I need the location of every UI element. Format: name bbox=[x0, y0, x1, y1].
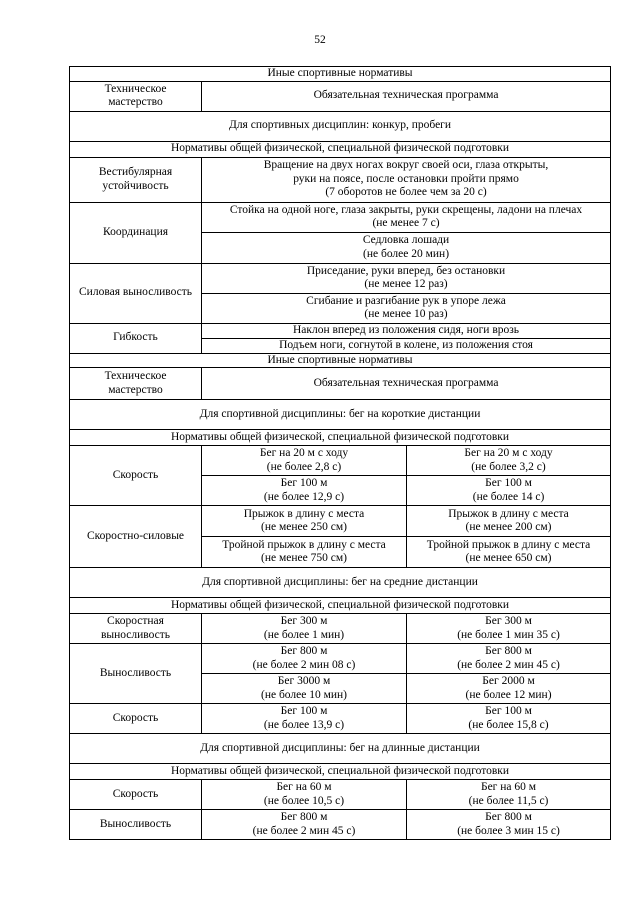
cell-text: Бег 100 м (не более 14 с) bbox=[472, 477, 545, 503]
table-row bbox=[70, 810, 611, 840]
cell-text: Прыжок в длину с места (не менее 200 см) bbox=[448, 507, 569, 533]
cell-text: Вестибулярная устойчивость bbox=[98, 166, 173, 192]
cell-text: Обязательная техническая программа bbox=[313, 89, 499, 102]
table-cell bbox=[70, 810, 202, 840]
cell-text: Бег на 20 м с ходу (не более 2,8 с) bbox=[259, 447, 349, 473]
standards-table-body bbox=[70, 67, 611, 840]
table-row bbox=[70, 734, 611, 764]
table-row bbox=[70, 446, 611, 476]
table-cell bbox=[70, 157, 202, 202]
cell-text: Скорость bbox=[112, 468, 159, 481]
table-cell bbox=[70, 644, 202, 704]
cell-text: Тройной прыжок в длину с места (не менее 750 см) bbox=[222, 538, 386, 564]
cell-text: Для спортивных дисциплин: конкур, пробеги bbox=[228, 119, 452, 132]
table-row bbox=[70, 506, 611, 537]
table-row bbox=[70, 568, 611, 598]
table-cell bbox=[407, 674, 611, 704]
cell-text: Вращение на двух ногах вокруг своей оси, глаза открыты, руки на поясе, после остановки пройти прямо (7 оборотов не более чем за 20 с) bbox=[263, 159, 549, 199]
table-cell bbox=[70, 734, 611, 764]
table-cell bbox=[202, 810, 407, 840]
cell-text: Бег 100 м (не более 15,8 с) bbox=[468, 705, 549, 731]
table-cell bbox=[407, 537, 611, 568]
cell-text: Бег на 60 м (не более 11,5 с) bbox=[468, 781, 549, 807]
table-row bbox=[70, 430, 611, 446]
table-cell bbox=[407, 704, 611, 734]
table-cell bbox=[202, 704, 407, 734]
table-cell bbox=[202, 157, 611, 202]
cell-text: Выносливость bbox=[99, 817, 172, 830]
table-row bbox=[70, 614, 611, 644]
table-cell bbox=[202, 338, 611, 353]
table-row bbox=[70, 368, 611, 400]
table-cell bbox=[202, 446, 407, 476]
table-row bbox=[70, 323, 611, 338]
cell-text: Обязательная техническая программа bbox=[313, 376, 499, 389]
table-cell bbox=[202, 674, 407, 704]
table-cell bbox=[202, 202, 611, 232]
table-cell bbox=[202, 537, 407, 568]
table-row bbox=[70, 598, 611, 614]
cell-text: Бег 300 м (не более 1 мин) bbox=[263, 615, 345, 641]
table-cell bbox=[202, 506, 407, 537]
cell-text: Наклон вперед из положения сидя, ноги врозь bbox=[292, 323, 520, 336]
table-row bbox=[70, 704, 611, 734]
table-cell bbox=[202, 81, 611, 111]
cell-text: Седловка лошади (не более 20 мин) bbox=[362, 234, 450, 260]
cell-text: Бег 100 м (не более 12,9 с) bbox=[263, 477, 345, 503]
cell-text: Прыжок в длину с места (не менее 250 см) bbox=[243, 507, 365, 533]
table-cell bbox=[202, 263, 611, 293]
table-cell bbox=[70, 764, 611, 780]
cell-text: Скорость bbox=[112, 787, 159, 800]
cell-text: Силовая выносливость bbox=[79, 286, 192, 299]
table-cell bbox=[70, 323, 202, 353]
table-row bbox=[70, 141, 611, 157]
table-cell bbox=[407, 506, 611, 537]
table-row bbox=[70, 764, 611, 780]
cell-text: Нормативы общей физической, специальной физической подготовки bbox=[170, 142, 510, 155]
cell-text: Для спортивной дисциплины: бег на средние дистанции bbox=[202, 575, 478, 588]
table-cell bbox=[70, 263, 202, 323]
cell-text: Бег на 20 м с ходу (не более 3,2 с) bbox=[464, 447, 553, 473]
cell-text: Нормативы общей физической, специальной физической подготовки bbox=[170, 764, 510, 777]
table-cell bbox=[202, 323, 611, 338]
table-cell bbox=[407, 446, 611, 476]
table-row bbox=[70, 353, 611, 368]
table-cell bbox=[202, 293, 611, 323]
cell-text: Бег 800 м (не более 2 мин 45 с) bbox=[252, 811, 356, 837]
cell-text: Нормативы общей физической, специальной физической подготовки bbox=[170, 598, 510, 611]
table-cell bbox=[202, 232, 611, 263]
cell-text: Скоростно-силовые bbox=[86, 529, 185, 542]
cell-text: Приседание, руки вперед, без остановки (не менее 12 раз) bbox=[306, 264, 506, 290]
table-cell bbox=[407, 614, 611, 644]
cell-text: Иные спортивные нормативы bbox=[267, 67, 413, 79]
cell-text: Подъем ноги, согнутой в колене, из положения стоя bbox=[279, 338, 533, 351]
cell-text: Бег на 60 м (не более 10,5 с) bbox=[263, 781, 345, 807]
cell-text: Бег 3000 м (не более 10 мин) bbox=[260, 675, 348, 701]
cell-text: Сгибание и разгибание рук в упоре лежа (не менее 10 раз) bbox=[306, 294, 506, 320]
table-cell bbox=[70, 67, 611, 82]
table-cell bbox=[407, 476, 611, 506]
cell-text: Гибкость bbox=[113, 331, 158, 344]
table-cell bbox=[70, 400, 611, 430]
table-cell bbox=[70, 704, 202, 734]
cell-text: Скорость bbox=[112, 711, 159, 724]
cell-text: Для спортивной дисциплины: бег на короткие дистанции bbox=[199, 407, 481, 420]
cell-text: Тройной прыжок в длину с места (не менее 650 см) bbox=[426, 538, 591, 564]
table-cell bbox=[407, 780, 611, 810]
table-row bbox=[70, 400, 611, 430]
table-cell bbox=[407, 810, 611, 840]
table-cell bbox=[70, 353, 611, 368]
cell-text: Бег 800 м (не более 3 мин 15 с) bbox=[457, 811, 560, 837]
table-row bbox=[70, 202, 611, 232]
table-cell bbox=[70, 614, 202, 644]
table-row bbox=[70, 157, 611, 202]
table-cell bbox=[407, 644, 611, 674]
cell-text: Бег 300 м (не более 1 мин 35 с) bbox=[457, 615, 560, 641]
cell-text: Техническое мастерство bbox=[104, 82, 167, 108]
cell-text: Координация bbox=[102, 225, 169, 238]
cell-text: Бег 100 м (не более 13,9 с) bbox=[263, 705, 345, 731]
cell-text: Техническое мастерство bbox=[104, 370, 167, 396]
table-cell bbox=[70, 81, 202, 111]
table-cell bbox=[70, 430, 611, 446]
table-cell bbox=[202, 476, 407, 506]
table-cell bbox=[70, 568, 611, 598]
table-row bbox=[70, 81, 611, 111]
cell-text: Для спортивной дисциплины: бег на длинные дистанции bbox=[200, 741, 480, 754]
cell-text: Выносливость bbox=[99, 666, 172, 679]
cell-text: Стойка на одной ноге, глаза закрыты, руки скрещены, ладони на плечах (не менее 7 с) bbox=[229, 203, 583, 229]
table-row bbox=[70, 111, 611, 141]
page-number: 52 bbox=[314, 34, 326, 46]
table-cell bbox=[70, 111, 611, 141]
cell-text: Бег 800 м (не более 2 мин 45 с) bbox=[457, 645, 560, 671]
table-cell bbox=[70, 506, 202, 568]
table-cell bbox=[202, 368, 611, 400]
table-row bbox=[70, 644, 611, 674]
standards-table bbox=[69, 66, 611, 840]
cell-text: Бег 800 м (не более 2 мин 08 с) bbox=[252, 645, 356, 671]
table-cell bbox=[70, 598, 611, 614]
table-cell bbox=[202, 644, 407, 674]
table-cell bbox=[70, 446, 202, 506]
table-row bbox=[70, 67, 611, 82]
table-row bbox=[70, 263, 611, 293]
cell-text: Иные спортивные нормативы bbox=[267, 353, 413, 366]
table-cell bbox=[70, 141, 611, 157]
table-row bbox=[70, 780, 611, 810]
cell-text: Нормативы общей физической, специальной физической подготовки bbox=[170, 430, 510, 443]
cell-text: Бег 2000 м (не более 12 мин) bbox=[465, 675, 552, 701]
table-cell bbox=[202, 780, 407, 810]
table-cell bbox=[70, 368, 202, 400]
table-cell bbox=[70, 780, 202, 810]
table-cell bbox=[70, 202, 202, 263]
table-cell bbox=[202, 614, 407, 644]
cell-text: Скоростная выносливость bbox=[100, 615, 171, 641]
